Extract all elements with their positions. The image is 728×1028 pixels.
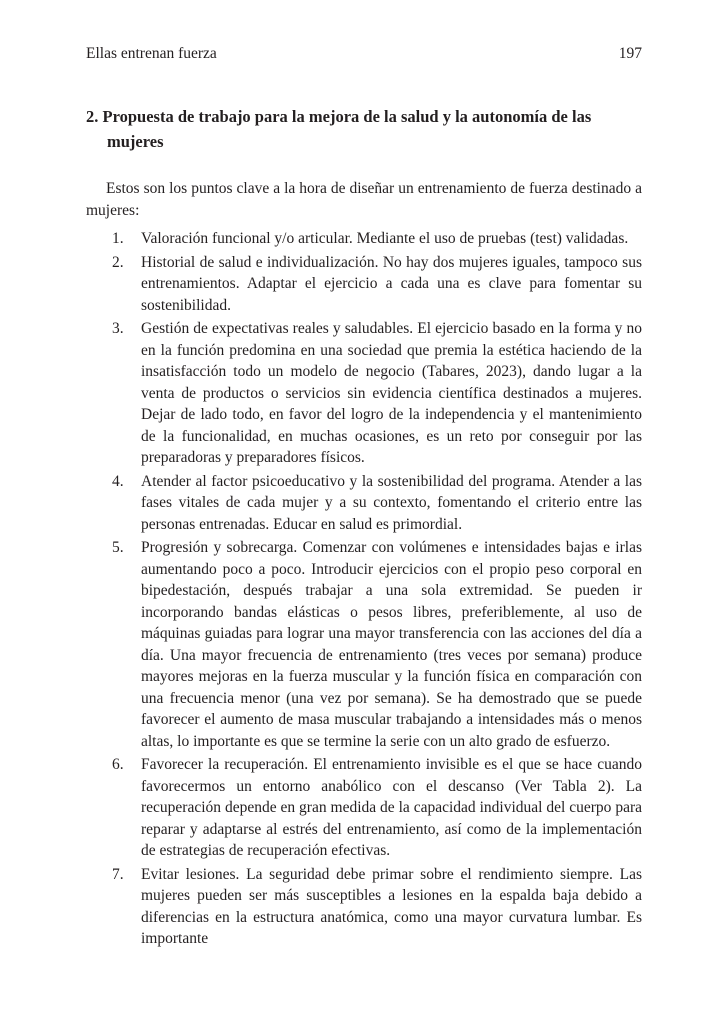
list-item — [86, 228, 642, 250]
running-head-title: Ellas entrenan fuerza — [86, 45, 217, 62]
list-item — [86, 318, 642, 469]
list-item-number: 3. — [112, 320, 124, 337]
section-heading: 2. Propuesta de trabajo para la mejora de la salud y la autonomía de las mujeres — [86, 107, 592, 151]
list-item — [86, 537, 642, 752]
list-item-text: Evitar lesiones. La seguridad debe primar sobre el rendimiento siempre. Las mujeres pueden ser más susceptibles a lesiones en la espalda baja debido a diferencias en la estructura anatómica, como una mayor curvatura lumbar. Es importante — [141, 865, 642, 947]
list-item-text: Atender al factor psicoeducativo y la sostenibilidad del programa. Atender a las fases vitales de cada mujer y a su contexto, fomentando el criterio entre las personas entrenadas. Educar en salud es primordial. — [141, 472, 642, 533]
list-item — [86, 754, 642, 862]
list-item-text: Gestión de expectativas reales y saludables. El ejercicio basado en la forma y no en la función predomina en una sociedad que premia la estética haciendo de la insatisfacción todo un modelo de negocio (Tabares, 2023), dando lugar a la venta de productos o servicios sin evidencia científica destinados a mujeres. Dejar de lado todo, en favor del logro de la independencia y el mantenimiento de la funcionalidad, en muchas ocasiones, es un reto por conseguir por las preparadoras y preparadores físicos. — [141, 320, 642, 466]
list-item-text: Historial de salud e individualización. No hay dos mujeres iguales, tampoco sus entrenamientos. Adaptar el ejercicio a cada una es clave para fomentar su sostenibilidad. — [141, 253, 642, 314]
list-item-text: Favorecer la recuperación. El entrenamiento invisible es el que se hace cuando favorecermos un entorno anabólico con el descanso (Ver Tabla 2). La recuperación depende en gran medida de la capacidad individual del cuerpo para reparar y adaptarse al estrés del entrenamiento, así como de la implementación de estrategias de recuperación efectivas. — [141, 756, 642, 859]
intro-paragraph: Estos son los puntos clave a la hora de diseñar un entrenamiento de fuerza destinado a mujeres: — [86, 180, 642, 219]
list-item-number: 7. — [112, 865, 124, 883]
list-item-number: 2. — [112, 253, 124, 271]
list-item-number: 6. — [112, 756, 124, 773]
list-item — [86, 471, 642, 536]
list-item-text: Valoración funcional y/o articular. Mediante el uso de pruebas (test) validadas. — [141, 230, 629, 247]
page-number: 197 — [618, 45, 642, 62]
list-item — [86, 252, 642, 317]
key-points-list — [86, 228, 642, 952]
list-item-text: Progresión y sobrecarga. Comenzar con volúmenes e intensidades bajas e irlas aumentando poco a poco. Introducir ejercicios con el propio peso corporal en bipedestación, después trabajar a una sola extremidad. Se pueden ir incorporando bandas elásticas o pesos libres, preferiblemente, al uso de máquinas guiadas para lograr una mayor transferencia con las acciones del día a día. Una mayor frecuencia de entrenamiento (tres veces por semana) produce mayores mejoras en la fuerza muscular y la función física en comparación con una frecuencia menor (una vez por semana). Se ha demostrado que se puede favorecer el aumento de masa muscular trabajando a intensidades más o menos altas, lo importante es que se termine la serie con un alto grado de esfuerzo. — [141, 539, 642, 750]
list-item-number: 5. — [112, 539, 124, 556]
list-item-number: 4. — [112, 472, 124, 490]
running-head — [86, 44, 642, 64]
list-item-number: 1. — [112, 230, 124, 247]
list-item — [86, 864, 642, 950]
